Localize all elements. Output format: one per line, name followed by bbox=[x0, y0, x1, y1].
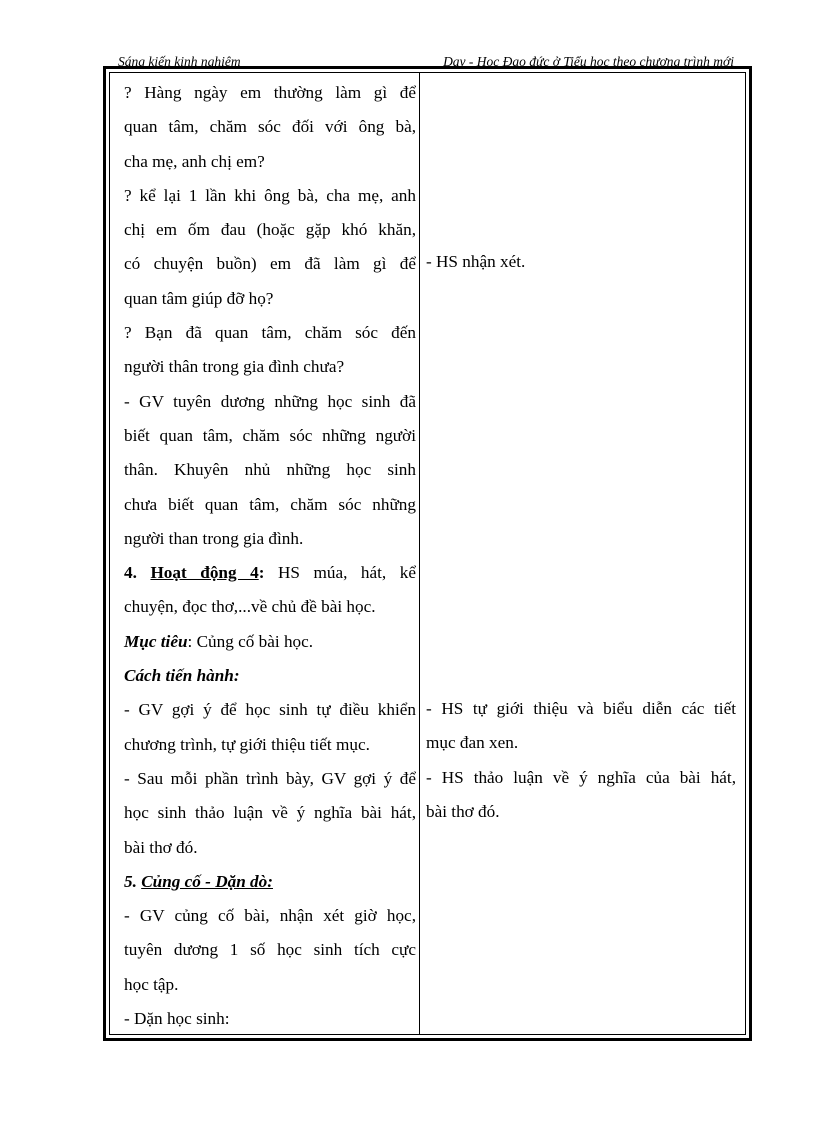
text-line: có chuyện buồn) em đã làm gì để bbox=[124, 254, 416, 274]
text-line: chị em ốm đau (hoặc gặp khó khăn, bbox=[124, 220, 416, 240]
text-line: học tập. bbox=[124, 974, 179, 994]
text-line: cha mẹ, anh chị em? bbox=[124, 151, 265, 171]
student-response-2 bbox=[426, 692, 736, 829]
text-line: chuyện, đọc thơ,...về chủ đề bài học. bbox=[124, 597, 376, 617]
text-line: tuyên dương 1 số học sinh tích cực bbox=[124, 940, 416, 960]
text-line: chưa biết quan tâm, chăm sóc những bbox=[124, 494, 416, 514]
muc-tieu-text: : Củng cố bài học. bbox=[187, 631, 314, 651]
text-line: thân. Khuyên nhủ những học sinh bbox=[124, 460, 416, 480]
activity-4-number: 4. bbox=[124, 563, 151, 583]
header-right: Dạy - Học Đạo đức ở Tiểu học theo chương trình mới bbox=[443, 54, 734, 68]
text-line: - HS nhận xét. bbox=[426, 252, 526, 271]
column-divider bbox=[419, 73, 420, 1034]
text-line: - HS tự giới thiệu và biểu diễn các tiết bbox=[426, 699, 736, 718]
text-line: - Sau mỗi phần trình bày, GV gợi ý để bbox=[124, 768, 416, 788]
text-line: ? Bạn đã quan tâm, chăm sóc đến bbox=[124, 323, 416, 343]
muc-tieu-line bbox=[124, 625, 416, 659]
activity-4-heading bbox=[124, 556, 416, 590]
text-line: - Dặn học sinh: bbox=[124, 1009, 230, 1029]
text-line: quan tâm, chăm sóc đối với ông bà, bbox=[124, 117, 416, 137]
activity-4-title: Hoạt động 4 bbox=[150, 563, 259, 583]
text-line: mục đan xen. bbox=[426, 733, 519, 753]
text-line: bài thơ đó. bbox=[124, 837, 198, 857]
text-line: người thân trong gia đình chưa? bbox=[124, 357, 345, 377]
text-line: - HS thảo luận về ý nghĩa của bài hát, bbox=[426, 767, 736, 787]
text-line: - GV gợi ý để học sinh tự điều khiển bbox=[124, 700, 416, 720]
text-line: người than trong gia đình. bbox=[124, 528, 304, 548]
activity-4-colon: : bbox=[258, 563, 265, 583]
cung-co-heading bbox=[124, 865, 416, 899]
text-line: ? kể lại 1 lần khi ông bà, cha mẹ, anh bbox=[124, 185, 416, 205]
text-line: học sinh thảo luận về ý nghĩa bài hát, bbox=[124, 803, 416, 823]
cung-co-title: Củng cố - Dặn dò: bbox=[141, 871, 273, 891]
text-line: - GV củng cố bài, nhận xét giờ học, bbox=[124, 906, 416, 926]
text-line: - GV tuyên dương những học sinh đã bbox=[124, 391, 416, 411]
text-line: bài thơ đó. bbox=[426, 801, 500, 821]
student-response-1 bbox=[426, 245, 736, 279]
cung-co-number: 5. bbox=[124, 871, 142, 891]
text-line: quan tâm giúp đỡ họ? bbox=[124, 288, 274, 308]
text-line: biết quan tâm, chăm sóc những người bbox=[124, 425, 416, 445]
muc-tieu-label: Mục tiêu bbox=[124, 631, 188, 651]
header-left: Sáng kiến kinh nghiệm bbox=[118, 54, 241, 68]
cach-tien-hanh-heading: Cách tiến hành: bbox=[124, 666, 240, 686]
text-line: chương trình, tự giới thiệu tiết mục. bbox=[124, 734, 370, 754]
text-line: ? Hàng ngày em thường làm gì để bbox=[124, 83, 416, 102]
teacher-column bbox=[124, 76, 416, 1036]
activity-4-text: HS múa, hát, kể bbox=[264, 563, 416, 583]
table bbox=[109, 72, 746, 1035]
table-frame bbox=[103, 66, 752, 1041]
